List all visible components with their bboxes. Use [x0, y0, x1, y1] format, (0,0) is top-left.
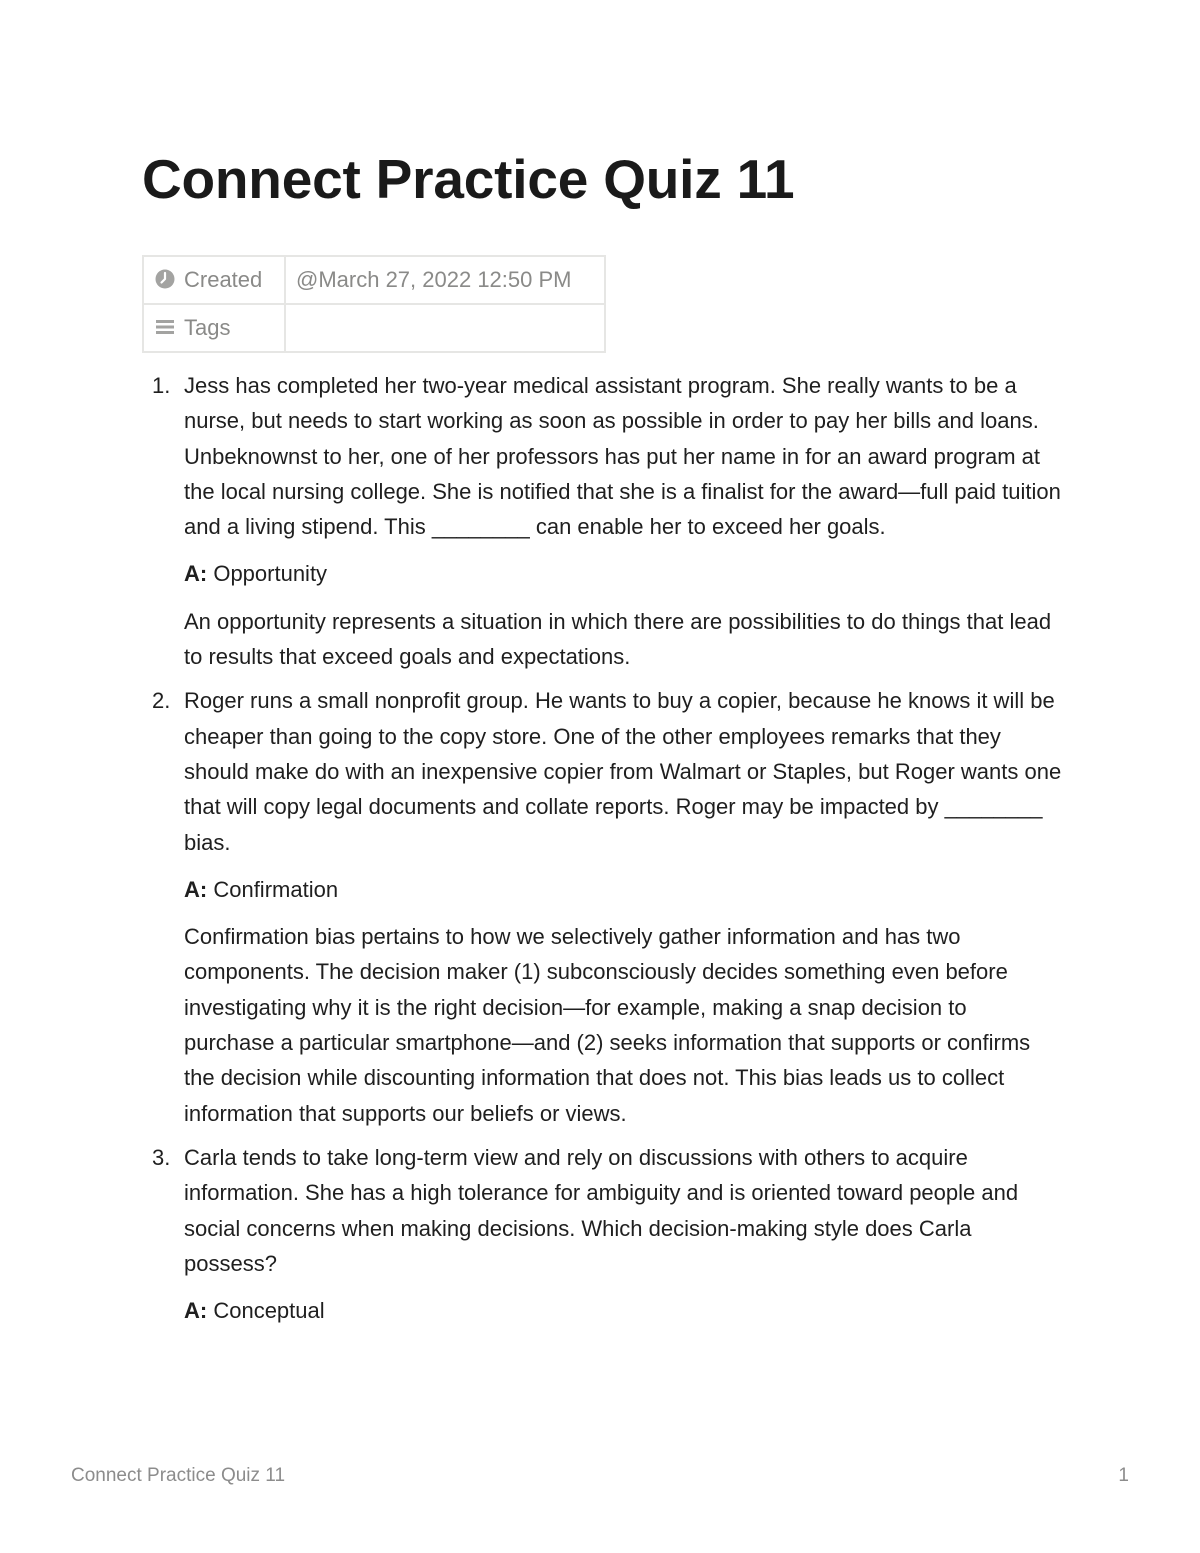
question-item [142, 368, 1062, 674]
page-title: Connect Practice Quiz 11 [142, 148, 795, 210]
question-text: Jess has completed her two-year medical assistant program. She really wants to be a nurse, but needs to start working as soon as possible in order to pay her bills and loans. Unbeknownst to her, one of her professors has put her name in for an award program at the local nursing college. She is notified that she is a finalist for the award—full paid tuition and a living stipend. This ________ can enable her to exceed her goals. [184, 373, 1061, 540]
question-list [142, 368, 1062, 1337]
properties-table [142, 255, 606, 353]
property-name-created [143, 256, 285, 304]
answer-line [184, 1293, 1062, 1328]
property-label: Created [184, 267, 263, 292]
answer-text: Confirmation [207, 876, 339, 902]
question-number: 2. [152, 688, 171, 714]
answer-explanation: An opportunity represents a situation in which there are possibilities to do things that lead to results that exceed goals and expectations. [184, 608, 1052, 670]
page-number: 1 [1118, 1465, 1129, 1486]
clock-icon [154, 268, 176, 290]
question-item [142, 683, 1062, 1131]
property-value-created[interactable]: @March 27, 2022 12:50 PM [285, 256, 605, 304]
question-text: Roger runs a small nonprofit group. He wants to buy a copier, because he knows it will be cheaper than going to the copy store. One of the other employees remarks that they should make do with an inexpensive copier from Walmart or Staples, but Roger wants one that will copy legal documents and collate reports. Roger may be impacted by ________ bias. [184, 688, 1062, 855]
answer-line [184, 872, 1062, 907]
property-name-tags [143, 304, 285, 352]
property-row-created [143, 256, 605, 304]
question-number: 1. [152, 373, 171, 398]
question-item [142, 1140, 1062, 1328]
answer-text: Conceptual [207, 1298, 325, 1324]
property-value-tags[interactable] [285, 304, 605, 352]
answer-prefix: A: [184, 561, 208, 587]
answer-line [184, 556, 1062, 591]
answer-explanation: Confirmation bias pertains to how we selectively gather information and has two components. The decision maker (1) subconsciously decides something even before investigating why it is the right decision—for example, making a snap decision to purchase a particular smartphone—and (2) seeks information that supports or confirms the decision while discounting information that does not. This bias leads us to collect information that supports our beliefs or views. [184, 924, 1031, 1126]
answer-prefix: A: [184, 1298, 208, 1324]
property-row-tags [143, 304, 605, 352]
question-text: Carla tends to take long-term view and rely on discussions with others to acquire information. She has a high tolerance for ambiguity and is oriented toward people and social concerns when making decisions. Which decision-making style does Carla possess? [184, 1144, 1019, 1276]
answer-text: Opportunity [207, 561, 328, 587]
list-icon [154, 316, 176, 338]
footer-title: Connect Practice Quiz 11 [71, 1465, 286, 1486]
answer-prefix: A: [184, 876, 208, 902]
property-label: Tags [184, 315, 231, 340]
question-number: 3. [152, 1144, 171, 1170]
